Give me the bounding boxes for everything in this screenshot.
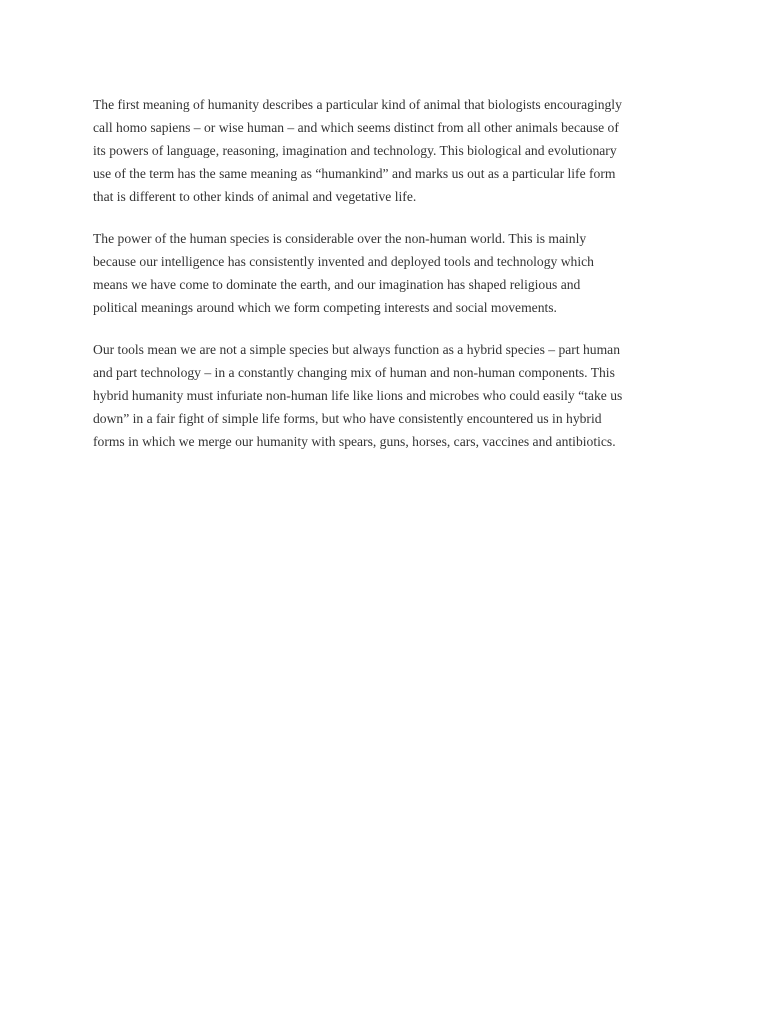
paragraph-line: because our intelligence has consistently invented and deployed tools and technology which — [93, 254, 594, 269]
paragraph-line: means we have come to dominate the earth, and our imagination has shaped religious and — [93, 277, 581, 292]
paragraph-line: hybrid humanity must infuriate non-human life like lions and microbes who could easily “take us — [93, 388, 623, 403]
paragraph-line: The power of the human species is considerable over the non-human world. This is mainly — [93, 231, 587, 246]
paragraph-line: forms in which we merge our humanity with spears, guns, horses, cars, vaccines and antibiotics. — [93, 434, 616, 449]
paragraph-line: and part technology – in a constantly changing mix of human and non-human components. This — [93, 365, 615, 380]
document-page — [93, 93, 693, 472]
paragraph-3 — [93, 338, 693, 453]
paragraph-line: call homo sapiens – or wise human – and which seems distinct from all other animals because of — [93, 120, 619, 135]
paragraph-line: down” in a fair fight of simple life forms, but who have consistently encountered us in hybrid — [93, 411, 602, 426]
paragraph-1 — [93, 93, 693, 208]
paragraph-line: political meanings around which we form competing interests and social movements. — [93, 300, 557, 315]
paragraph-line: The first meaning of humanity describes a particular kind of animal that biologists encouragingly — [93, 97, 622, 112]
paragraph-line: its powers of language, reasoning, imagination and technology. This biological and evolutionary — [93, 143, 617, 158]
paragraph-line: use of the term has the same meaning as “humankind” and marks us out as a particular life form — [93, 166, 616, 181]
paragraph-2 — [93, 227, 693, 319]
paragraph-line: that is different to other kinds of animal and vegetative life. — [93, 189, 417, 204]
paragraph-line: Our tools mean we are not a simple species but always function as a hybrid species – part human — [93, 342, 620, 357]
